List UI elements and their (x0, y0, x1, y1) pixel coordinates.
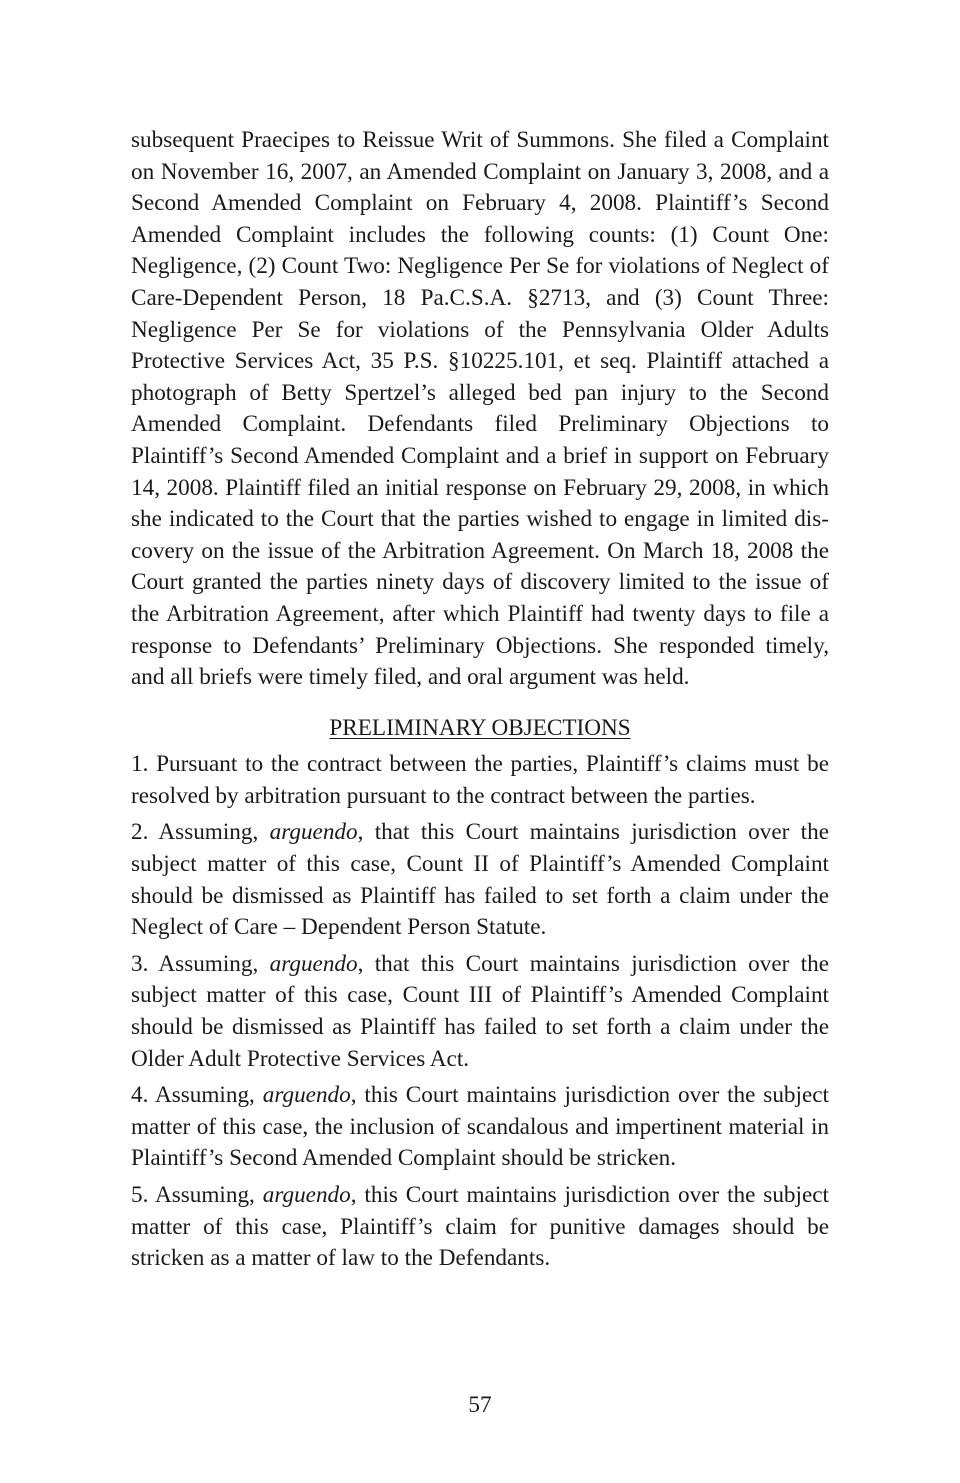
section-heading: PRELIMINARY OBJECTIONS (329, 714, 631, 741)
intro-paragraph: subsequent Praecipes to Reissue Writ of Summons. She filed a Complaint on November 16, 2007, an Amended Complaint on January 3, 2008, and a Second Amended Complaint on February 4, 2008. Plaintiff’s Second Amended Complaint includes the following counts: (1) Count One: Negligence, (2) Count Two: Negligence Per Se for violations of Neglect of Care-Dependent Person, 18 Pa.C.S.A. §2713, and (3) Count Three: Negligence Per Se for violations of the Pennsylvania Older Adults Protective Services Act, 35 P.S. §10225.101, et seq. Plaintiff attached a photograph of Betty Spertzel’s alleged bed pan injury to the Second Amended Complaint. Defendants filed Preliminary Objections to Plaintiff’s Second Amended Complaint and a brief in support on February 14, 2008. Plaintiff filed an initial response on February 29, 2008, in which she indicated to the Court that the parties wished to engage in limited discovery on the issue of the Arbitration Agreement. On March 18, 2008 the Court granted the parties ninety days of discovery limited to the issue of the Arbitration Agreement, after which Plaintiff had twenty days to file a response to Defendants’ Preliminary Objections. She responded timely, and all briefs were timely filed, and oral argument was held. (131, 127, 829, 691)
objection-item-1 (131, 749, 829, 812)
objection-prefix: 3. Assuming, (131, 950, 270, 977)
objection-item-3 (131, 949, 829, 1075)
page-number: 57 (468, 1392, 492, 1418)
objection-italic-term: arguendo (262, 1082, 351, 1109)
objection-text: 1. Pursuant to the contract between the parties, Plaintiff’s claims must be resolved by arbitration pursuant to the contract between the parties. (131, 751, 829, 809)
objection-prefix: 5. Assuming, (131, 1182, 263, 1208)
objection-prefix: 4. Assuming, (131, 1082, 263, 1109)
objection-italic-term: arguendo (269, 819, 358, 846)
objection-italic-term: arguendo (262, 1182, 351, 1208)
objection-item-5 (131, 1180, 829, 1275)
objection-italic-term: arguendo (269, 950, 358, 977)
objection-suffix: , this Court maintains jurisdiction over the subject matter of this case, Plaintiff’s claim for punitive damages should be stricken as a matter of law to the Defendants. (131, 1182, 829, 1272)
objection-item-2 (131, 817, 829, 943)
objection-prefix: 2. Assuming, (131, 819, 270, 846)
objection-suffix: , that this Court maintains jurisdiction over the subject matter of this case, Count III of Plaintiff’s Amended Complaint should be dismissed as Plaintiff has failed to set forth a claim under the Older Adult Protective Services Act. (131, 950, 829, 1072)
objection-item-4 (131, 1080, 829, 1175)
document-page (131, 125, 829, 1280)
objection-suffix: , that this Court maintains jurisdiction over the subject matter of this case, Count II of Plaintiff’s Amended Complaint should be dismissed as Plaintiff has failed to set forth a claim under the Neglect of Care – Dependent Person Statute. (131, 819, 829, 941)
objection-suffix: , this Court maintains jurisdiction over the subject matter of this case, the inclusion of scandalous and impertinent material in Plaintiff’s Second Amended Complaint should be stricken. (131, 1082, 829, 1172)
